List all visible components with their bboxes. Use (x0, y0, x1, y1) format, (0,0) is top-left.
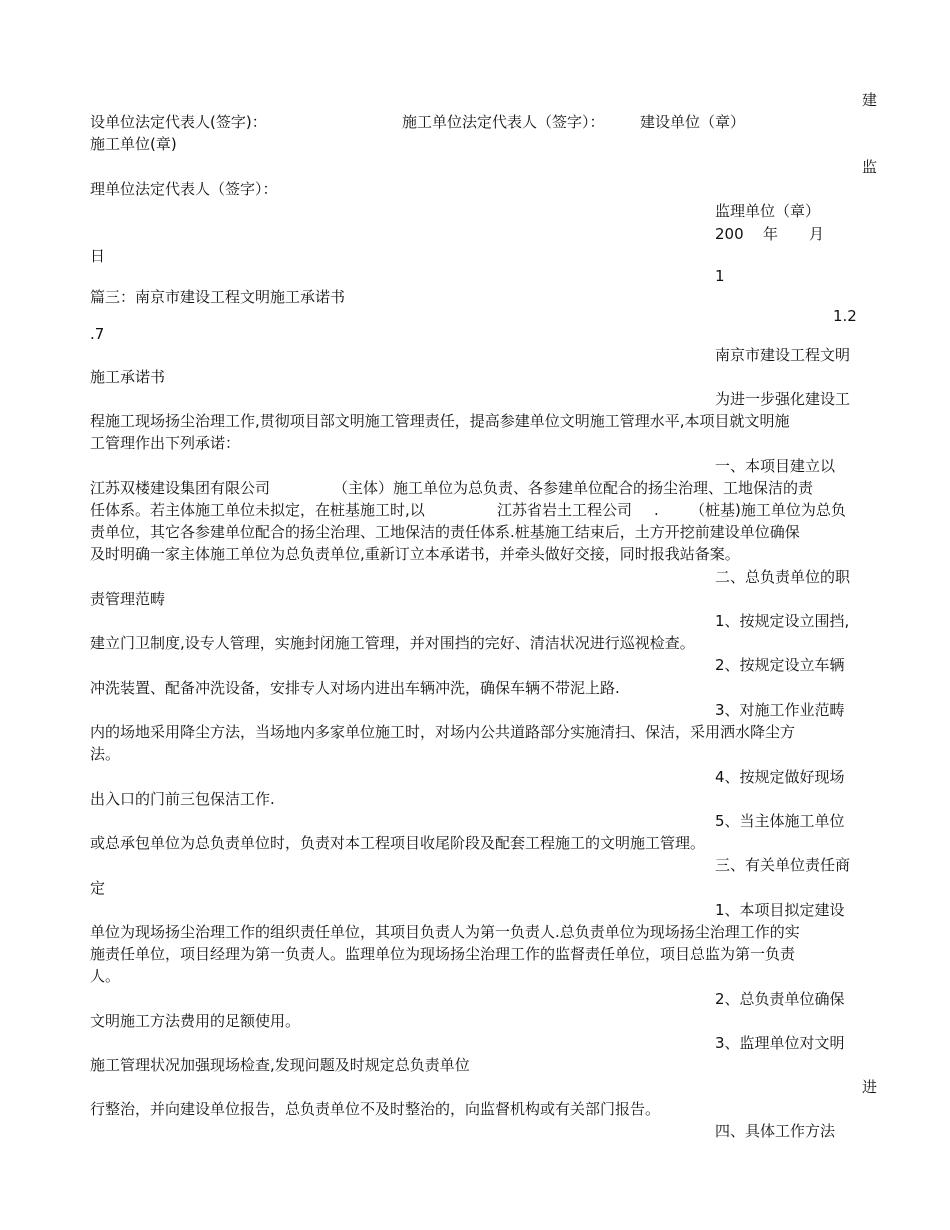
text-line: 法。 (90, 745, 121, 763)
text-line: 工管理作出下列承诺： (90, 434, 241, 452)
text-line: 1、按规定设立围挡, (715, 612, 850, 630)
text-line: 进 (862, 1078, 878, 1096)
text-line: 定 (90, 879, 106, 897)
text-line: 一、本项目建立以 (715, 457, 836, 475)
text-line: （主体）施工单位为总负责、各参建单位配合的扬尘治理、工地保洁的责 (333, 479, 814, 497)
text-line: 月 (809, 225, 825, 243)
text-line: .7 (90, 325, 105, 343)
text-line: . (654, 501, 659, 519)
text-line: 行整治，并向建设单位报告，总负责单位不及时整治的，向监督机构或有关部门报告。 (90, 1100, 661, 1118)
text-line: 任体系。若主体施工单位未拟定，在桩基施工时,以 (90, 501, 425, 519)
text-line: 或总承包单位为总负责单位时，负责对本工程项目收尾阶段及配套工程施工的文明施工管理。 (90, 834, 706, 852)
text-line: 责管理范畴 (90, 590, 166, 608)
text-line: 5、当主体施工单位 (715, 812, 845, 830)
text-line: 200 (715, 225, 744, 243)
text-line: 设单位法定代表人(签字)： (90, 113, 267, 131)
text-line: 单位为现场扬尘治理工作的组织责任单位，其项目负责人为第一负责人.总负责单位为现场扬尘治理工作的实 (90, 923, 800, 941)
text-line: 施责任单位，项目经理为第一负责人。监理单位为现场扬尘治理工作的监督责任单位，项目总监为第一负责 (90, 945, 796, 963)
text-line: 程施工现场扬尘治理工作,贯彻项目部文明施工管理责任，提高参建单位文明施工管理水平,本项目就文明施 (90, 412, 790, 430)
text-line: 1 (715, 267, 725, 285)
text-line: 人。 (90, 967, 121, 985)
text-line: 施工单位(章) (90, 135, 177, 153)
text-line: 监理单位（章） (715, 202, 821, 220)
text-line: 责单位，其它各参建单位配合的扬尘治理、工地保洁的责任体系.桩基施工结束后，土方开挖前建设单位确保 (90, 523, 800, 541)
text-line: 江苏省岩土工程公司 (497, 501, 633, 519)
text-line: 施工承诺书 (90, 368, 166, 386)
text-line: 施工管理状况加强现场检查,发现问题及时规定总负责单位 (90, 1056, 470, 1074)
text-line: 文明施工方法费用的足额使用。 (90, 1012, 301, 1030)
text-line: 2、按规定设立车辆 (715, 656, 845, 674)
text-line: 建设单位（章） (640, 113, 746, 131)
text-line: 理单位法定代表人（签字）： (90, 180, 278, 198)
text-line: 南京市建设工程文明 (715, 346, 851, 364)
text-line: 2、总负责单位确保 (715, 990, 845, 1008)
text-line: 四、具体工作方法 (715, 1122, 836, 1140)
text-line: 出入口的门前三包保洁工作. (90, 790, 275, 808)
text-line: 日 (90, 247, 106, 265)
text-line: 冲洗装置、配备冲洗设备，安排专人对场内进出车辆冲洗，确保车辆不带泥上路. (90, 679, 620, 697)
text-line: 二、总负责单位的职 (715, 568, 851, 586)
text-line: 建 (862, 91, 878, 109)
text-line: 为进一步强化建设工 (715, 390, 851, 408)
text-line: 及时明确一家主体施工单位为总负责单位,重新订立本承诺书，并牵头做好交接，同时报我站备案。 (90, 545, 740, 563)
text-line: 内的场地采用降尘方法，当场地内多家单位施工时，对场内公共道路部分实施清扫、保洁，采用洒水降尘方 (90, 723, 796, 741)
text-line: 3、监理单位对文明 (715, 1034, 845, 1052)
text-line: 施工单位法定代表人（签字）： (402, 113, 605, 131)
text-line: 江苏双楼建设集团有限公司 (90, 479, 271, 497)
text-line: 3、对施工作业范畴 (715, 701, 845, 719)
text-line: 1、本项目拟定建设 (715, 901, 845, 919)
text-line: 1.2 (833, 307, 857, 325)
text-line: 三、有关单位责任商 (715, 856, 851, 874)
text-line: 年 (763, 225, 779, 243)
text-line: 建立门卫制度,设专人管理，实施封闭施工管理，并对围挡的完好、清洁状况进行巡视检查。 (90, 634, 695, 652)
text-line: （桩基)施工单位为总负 (690, 501, 846, 519)
text-line: 篇三：南京市建设工程文明施工承诺书 (90, 288, 346, 306)
text-line: 4、按规定做好现场 (715, 768, 845, 786)
text-line: 监 (862, 158, 878, 176)
